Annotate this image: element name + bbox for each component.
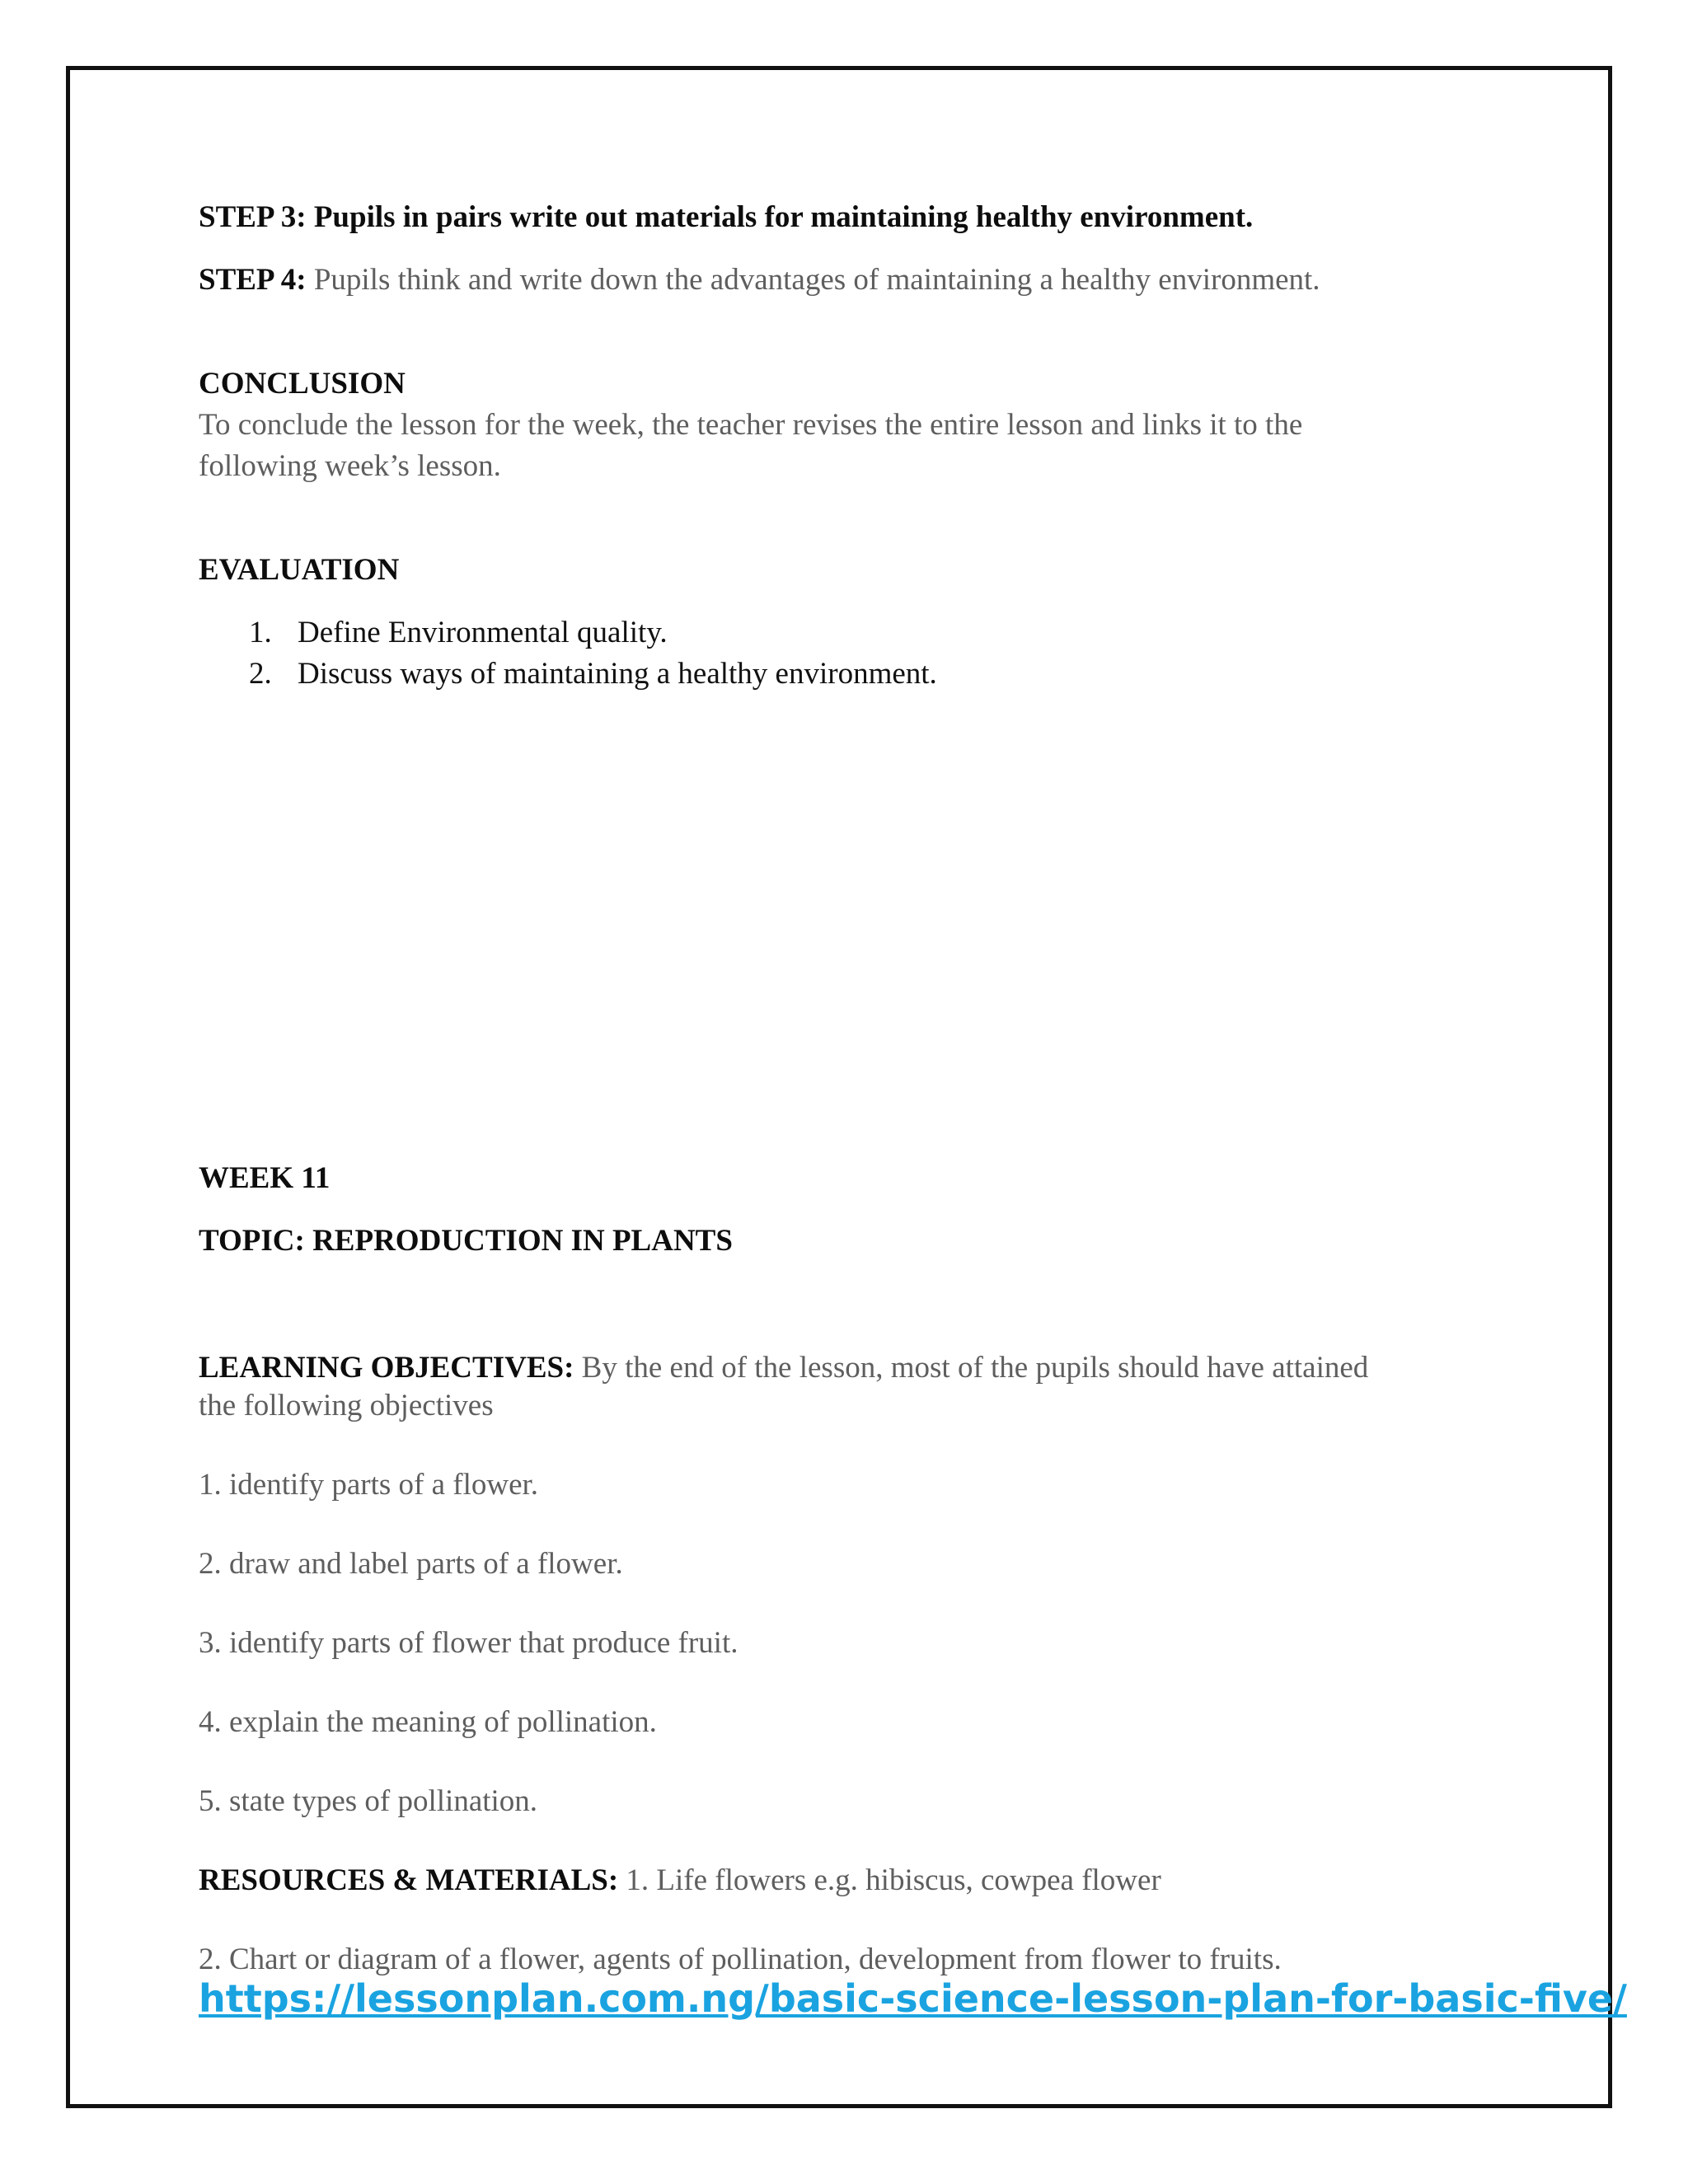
evaluation-item-2-number: 2.	[249, 657, 272, 691]
evaluation-item-2-text: Discuss ways of maintaining a healthy environment.	[298, 657, 937, 691]
week-label: WEEK 11	[199, 1161, 331, 1195]
objective-item-5: 5. state types of pollination.	[199, 1784, 538, 1818]
footer-url-link[interactable]: https://lessonplan.com.ng/basic-science-lesson-plan-for-basic-five/	[199, 1976, 1627, 2021]
step-4-label: STEP 4:	[199, 263, 307, 297]
conclusion-line-1: To conclude the lesson for the week, the teacher revises the entire lesson and links it to the	[199, 408, 1303, 442]
resources-item-1: 1. Life flowers e.g. hibiscus, cowpea flower	[626, 1863, 1161, 1897]
evaluation-heading: EVALUATION	[199, 553, 400, 587]
resources-label: RESOURCES & MATERIALS:	[199, 1863, 619, 1897]
footer-link-clip	[199, 1976, 1627, 2022]
objective-item-2: 2. draw and label parts of a flower.	[199, 1547, 623, 1581]
resources	[199, 1861, 1161, 1900]
evaluation-item-1-text: Define Environmental quality.	[298, 616, 668, 649]
objectives-label: LEARNING OBJECTIVES:	[199, 1351, 574, 1385]
objective-item-3: 3. identify parts of flower that produce fruit.	[199, 1626, 738, 1660]
evaluation-item-1-number: 1.	[249, 616, 272, 649]
topic-title: TOPIC: REPRODUCTION IN PLANTS	[199, 1224, 733, 1258]
resources-item-2: 2. Chart or diagram of a flower, agents of pollination, development from flower to fruits.	[199, 1943, 1282, 1976]
step-4	[199, 260, 1320, 300]
step-3: STEP 3: Pupils in pairs write out materials for maintaining healthy environment.	[199, 200, 1254, 234]
conclusion-line-2: following week’s lesson.	[199, 449, 501, 483]
objectives-intro-text: By the end of the lesson, most of the pupils should have attained	[581, 1351, 1369, 1385]
objectives-intro-line-2: the following objectives	[199, 1389, 494, 1422]
objective-item-1: 1. identify parts of a flower.	[199, 1468, 539, 1502]
conclusion-heading: CONCLUSION	[199, 367, 406, 401]
objective-item-4: 4. explain the meaning of pollination.	[199, 1705, 657, 1739]
step-4-text: Pupils think and write down the advantages of maintaining a healthy environment.	[313, 263, 1320, 297]
objectives-intro	[199, 1348, 1368, 1388]
